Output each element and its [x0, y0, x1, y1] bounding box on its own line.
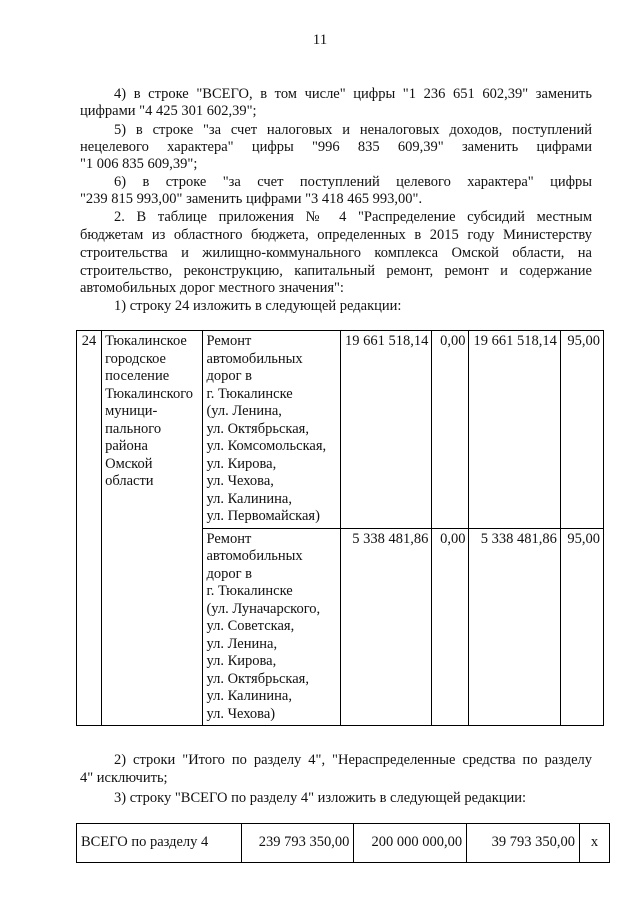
zero-cell: 0,00	[432, 528, 469, 726]
page-number: 11	[312, 32, 328, 48]
paragraph-line: 1) строку 24 изложить в следующей редакции:	[114, 298, 402, 314]
paragraph-line: бюджетам из областного бюджета, определенных в 2015 году Министерству	[80, 227, 592, 243]
percent-cell: 95,00	[560, 528, 603, 726]
paragraph-line: автомобильных дорог местного значения":	[80, 280, 344, 296]
paragraph-line: "1 006 835 609,39";	[80, 156, 198, 172]
percent-cell: 95,00	[560, 331, 603, 529]
zero-cell: 0,00	[432, 331, 469, 529]
total-cell: 19 661 518,14	[340, 331, 431, 529]
paragraph-line: 2. В таблице приложения № 4 "Распределение субсидий местным	[114, 209, 592, 225]
object-cell: Ремонт автомобильных дорог в г. Тюкалинске (ул. Луначарского, ул. Советская, ул. Ленина, ул. Кирова, ул. Октябрьская, ул. Калинина, ул. Чехова)	[203, 528, 341, 726]
amount-cell: 19 661 518,14	[469, 331, 560, 529]
paragraph-line: строительство, реконструкцию, капитальный ремонт, ремонт и содержание	[80, 263, 592, 279]
paragraph-line: 5) в строке "за счет налоговых и неналоговых доходов, поступлений	[114, 122, 592, 138]
recipient-cell: Тюкалинское городское поселение Тюкалинского муници- пального района Омской области	[102, 331, 203, 726]
total-label-cell: ВСЕГО по разделу 4	[77, 824, 242, 863]
row-24-table	[76, 330, 604, 726]
amount-cell: 5 338 481,86	[469, 528, 560, 726]
table-row	[77, 824, 610, 863]
total-value-cell: 239 793 350,00	[241, 824, 354, 863]
paragraph-line: строительства и жилищно-коммунального комплекса Омской области, на	[80, 245, 592, 261]
object-cell: Ремонт автомобильных дорог в г. Тюкалинске (ул. Ленина, ул. Октябрьская, ул. Комсомольская, ул. Кирова, ул. Чехова, ул. Калинина, ул. Первомайская)	[203, 331, 341, 529]
x-cell: x	[579, 824, 609, 863]
total-value-cell: 39 793 350,00	[467, 824, 580, 863]
total-cell: 5 338 481,86	[340, 528, 431, 726]
total-section-table	[76, 823, 610, 863]
paragraph-line: "239 815 993,00" заменить цифрами "3 418 465 993,00".	[80, 191, 423, 207]
paragraph-line: 3) строку "ВСЕГО по разделу 4" изложить в следующей редакции:	[114, 790, 527, 806]
table-row	[77, 331, 604, 529]
paragraph-line: нецелевого характера" цифры "996 835 609,39" заменить цифрами	[80, 139, 592, 155]
paragraph-line: 2) строки "Итого по разделу 4", "Нераспределенные средства по разделу	[114, 752, 592, 768]
paragraph-line: цифрами "4 425 301 602,39";	[80, 103, 257, 119]
row-number: 24	[77, 331, 102, 726]
total-value-cell: 200 000 000,00	[354, 824, 467, 863]
paragraph-line: 4) в строке "ВСЕГО, в том числе" цифры "1 236 651 602,39" заменить	[114, 86, 592, 102]
paragraph-line: 4" исключить;	[80, 770, 168, 786]
paragraph-line: 6) в строке "за счет поступлений целевого характера" цифры	[114, 174, 592, 190]
